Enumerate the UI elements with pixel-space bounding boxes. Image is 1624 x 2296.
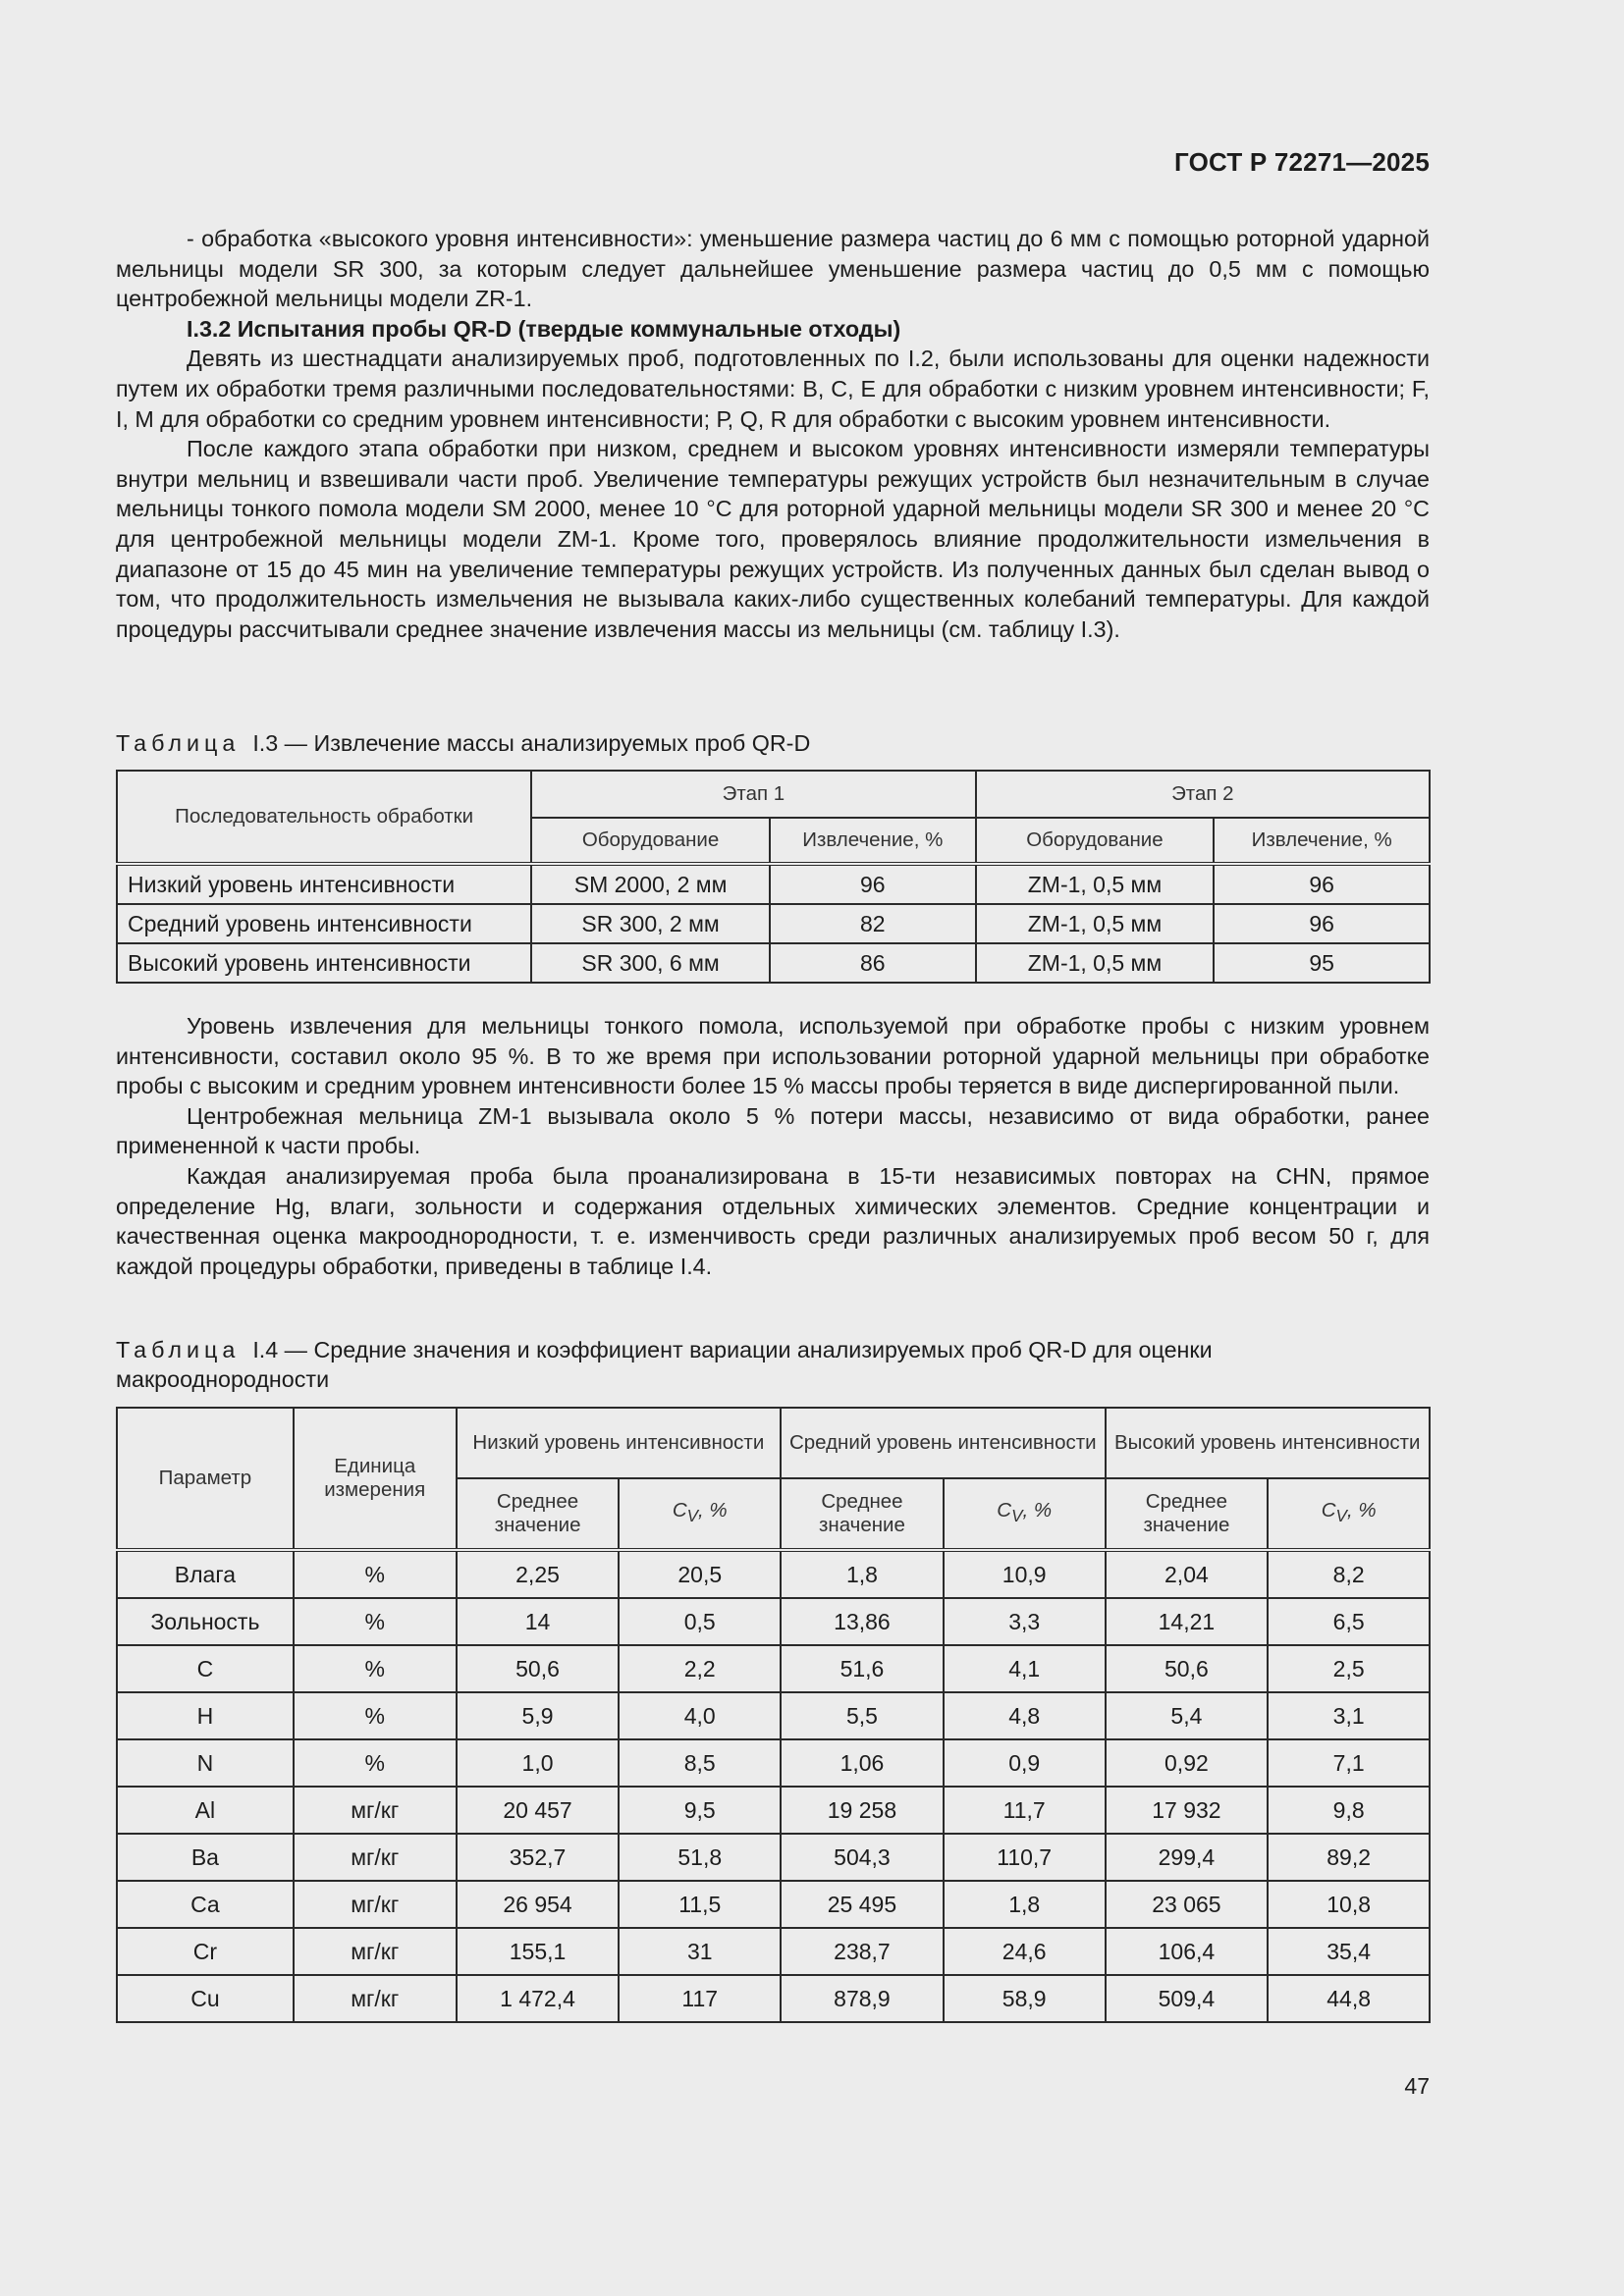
table-row xyxy=(117,904,1430,943)
t4-cell: 155,1 xyxy=(457,1928,620,1975)
t4-cell: 878,9 xyxy=(781,1975,944,2022)
t4-header-low: Низкий уровень интенсивности xyxy=(457,1408,781,1478)
table-row xyxy=(117,1787,1430,1834)
t4-cell: Cr xyxy=(117,1928,294,1975)
t4-cell: С xyxy=(117,1645,294,1692)
paragraph-samples: Девять из шестнадцати анализируемых проб, подготовленных по I.2, были использованы для оценки надежности путем их обработки тремя различными последовательностями: В, С, Е для обработки с низким уровнем интенсивности; F, I, М для обработки со средним уровнем интенсивности; Р, Q, R для обработки с высоким уровнем интенсивности. xyxy=(116,346,1430,432)
t4-cell: Са xyxy=(117,1881,294,1928)
t4-header-mean-low: Среднее значение xyxy=(457,1478,620,1550)
t4-cell: Ва xyxy=(117,1834,294,1881)
t4-cell: мг/кг xyxy=(294,1975,457,2022)
t4-cell: 24,6 xyxy=(944,1928,1106,1975)
page-number: 47 xyxy=(1404,2073,1430,2099)
t4-cell: 51,6 xyxy=(781,1645,944,1692)
t4-cell: 2,25 xyxy=(457,1550,620,1598)
t3-cell: Высокий уровень интенсивности xyxy=(117,943,531,983)
table-row xyxy=(117,1692,1430,1739)
t4-cell: 14,21 xyxy=(1106,1598,1269,1645)
t4-cell: 31 xyxy=(619,1928,781,1975)
paragraph-recovery-level: Уровень извлечения для мельницы тонкого помола, используемой при обработке пробы с низким уровнем интенсивности, составил около 95 %. В то же время при использовании роторной ударной мельницы при обработке пробы с высоким и средним уровнем интенсивности более 15 % массы пробы теряется в виде диспергированной пыли. xyxy=(116,1013,1430,1099)
t4-cell: 13,86 xyxy=(781,1598,944,1645)
t4-cell: 2,5 xyxy=(1268,1645,1430,1692)
t4-cell: Al xyxy=(117,1787,294,1834)
t4-cell: 7,1 xyxy=(1268,1739,1430,1787)
t4-cell: 1,8 xyxy=(781,1550,944,1598)
t4-cell: 23 065 xyxy=(1106,1881,1269,1928)
t3-cell: ZM-1, 0,5 мм xyxy=(976,943,1215,983)
t4-cell: мг/кг xyxy=(294,1881,457,1928)
table-row xyxy=(117,943,1430,983)
t4-cell: 11,7 xyxy=(944,1787,1106,1834)
t3-cell: ZM-1, 0,5 мм xyxy=(976,864,1215,904)
t4-header-param: Параметр xyxy=(117,1408,294,1550)
t4-cell: Зольность xyxy=(117,1598,294,1645)
t4-cell: 110,7 xyxy=(944,1834,1106,1881)
t4-cell: 50,6 xyxy=(457,1645,620,1692)
t4-cell: 1 472,4 xyxy=(457,1975,620,2022)
t3-cell: Средний уровень интенсивности xyxy=(117,904,531,943)
table3-caption-text: I.3 — Извлечение массы анализируемых проб QR-D xyxy=(252,730,811,756)
t3-header-recovery-1: Извлечение, % xyxy=(770,818,976,864)
t4-cell: мг/кг xyxy=(294,1787,457,1834)
paragraph-analysis: Каждая анализируемая проба была проанализирована в 15-ти независимых повторах на CHN, прямое определение Hg, влаги, зольности и содержания отдельных химических элементов. Средние концентрации и качественная оценка макрооднородности, т. е. изменчивость среди различных анализируемых проб весом 50 г, для каждой процедуры обработки, приведены в таблице I.4. xyxy=(116,1162,1430,1279)
t3-cell: SR 300, 2 мм xyxy=(531,904,770,943)
t3-cell: ZM-1, 0,5 мм xyxy=(976,904,1215,943)
t4-cell: Влага xyxy=(117,1550,294,1598)
t4-cell: % xyxy=(294,1692,457,1739)
t4-cell: 3,3 xyxy=(944,1598,1106,1645)
t4-cell: 17 932 xyxy=(1106,1787,1269,1834)
t4-cell: 51,8 xyxy=(619,1834,781,1881)
t4-cell: N xyxy=(117,1739,294,1787)
t4-cell: мг/кг xyxy=(294,1928,457,1975)
table3-caption-word: Таблица xyxy=(116,730,241,756)
t4-cell: 58,9 xyxy=(944,1975,1106,2022)
table-mass-recovery xyxy=(116,770,1431,984)
t4-cell: 20 457 xyxy=(457,1787,620,1834)
section-heading: I.3.2 Испытания пробы QR-D (твердые коммунальные отходы) xyxy=(187,315,901,342)
t4-cell: 504,3 xyxy=(781,1834,944,1881)
t4-cell: 0,9 xyxy=(944,1739,1106,1787)
table4-caption-word: Таблица xyxy=(116,1337,241,1362)
t3-cell: 95 xyxy=(1214,943,1430,983)
t3-cell: SM 2000, 2 мм xyxy=(531,864,770,904)
table3-caption xyxy=(116,728,1430,758)
t4-cell: 5,4 xyxy=(1106,1692,1269,1739)
t4-header-mid: Средний уровень интенсивности xyxy=(781,1408,1105,1478)
table-row xyxy=(117,1739,1430,1787)
t4-cell: 20,5 xyxy=(619,1550,781,1598)
t4-cell: % xyxy=(294,1739,457,1787)
t4-cell: 8,5 xyxy=(619,1739,781,1787)
paragraph-high-intensity: - обработка «высокого уровня интенсивности»: уменьшение размера частиц до 6 мм с помощью роторной ударной мельницы модели SR 300, за которым следует дальнейшее уменьшение размера частиц до 0,5 мм с помощью центробежной мельницы модели ZR-1. xyxy=(116,226,1430,312)
t4-cell: % xyxy=(294,1550,457,1598)
t4-cell: 4,8 xyxy=(944,1692,1106,1739)
t4-header-mean-mid: Среднее значение xyxy=(781,1478,944,1550)
t4-cell: % xyxy=(294,1645,457,1692)
t3-header-stage1: Этап 1 xyxy=(531,771,975,818)
t4-cell: 0,92 xyxy=(1106,1739,1269,1787)
t4-cell: 9,5 xyxy=(619,1787,781,1834)
t4-header-high: Высокий уровень интенсивности xyxy=(1106,1408,1430,1478)
t4-body xyxy=(117,1550,1430,2022)
t4-cell: 238,7 xyxy=(781,1928,944,1975)
table4-caption xyxy=(116,1335,1430,1394)
t4-cell: 10,9 xyxy=(944,1550,1106,1598)
t4-cell: 2,2 xyxy=(619,1645,781,1692)
t4-cell: 352,7 xyxy=(457,1834,620,1881)
t4-cell: 14 xyxy=(457,1598,620,1645)
t4-cell: 10,8 xyxy=(1268,1881,1430,1928)
t4-header-mean-high: Среднее значение xyxy=(1106,1478,1269,1550)
t4-cell: 9,8 xyxy=(1268,1787,1430,1834)
table-row xyxy=(117,1550,1430,1598)
t3-cell: Низкий уровень интенсивности xyxy=(117,864,531,904)
t4-cell: 35,4 xyxy=(1268,1928,1430,1975)
t4-cell: 50,6 xyxy=(1106,1645,1269,1692)
table-row xyxy=(117,1834,1430,1881)
t4-cell: 4,1 xyxy=(944,1645,1106,1692)
document-standard-number: ГОСТ Р 72271—2025 xyxy=(1174,147,1430,177)
t4-cell: 0,5 xyxy=(619,1598,781,1645)
table-mean-values xyxy=(116,1407,1431,2023)
t3-header-sequence: Последовательность обработки xyxy=(117,771,531,864)
t4-cell: 5,5 xyxy=(781,1692,944,1739)
t4-cell: 8,2 xyxy=(1268,1550,1430,1598)
body-text-block xyxy=(116,224,1430,644)
t4-cell: Н xyxy=(117,1692,294,1739)
t3-cell: 86 xyxy=(770,943,976,983)
t4-header-cv-mid: $C_V$, % xyxy=(944,1478,1106,1550)
body-text-block-2 xyxy=(116,1011,1430,1281)
paragraph-centrifugal-mill: Центробежная мельница ZM-1 вызывала около 5 % потери массы, независимо от вида обработки, ранее примененной к части пробы. xyxy=(116,1102,1430,1159)
t4-header-unit: Единица измерения xyxy=(294,1408,457,1550)
table-row xyxy=(117,1881,1430,1928)
t3-cell: 96 xyxy=(1214,864,1430,904)
table-row xyxy=(117,1975,1430,2022)
t4-cell: 4,0 xyxy=(619,1692,781,1739)
t4-cell: 2,04 xyxy=(1106,1550,1269,1598)
t4-cell: 44,8 xyxy=(1268,1975,1430,2022)
t3-header-stage2: Этап 2 xyxy=(976,771,1430,818)
t4-header-cv-low: $C_V$, % xyxy=(619,1478,781,1550)
t4-cell: 117 xyxy=(619,1975,781,2022)
t3-header-equipment-1: Оборудование xyxy=(531,818,770,864)
table-row xyxy=(117,1645,1430,1692)
t4-cell: 19 258 xyxy=(781,1787,944,1834)
t4-cell: 106,4 xyxy=(1106,1928,1269,1975)
t4-cell: 1,8 xyxy=(944,1881,1106,1928)
t4-cell: 26 954 xyxy=(457,1881,620,1928)
t4-cell: мг/кг xyxy=(294,1834,457,1881)
t3-cell: 96 xyxy=(1214,904,1430,943)
t4-cell: 89,2 xyxy=(1268,1834,1430,1881)
t4-cell: 5,9 xyxy=(457,1692,620,1739)
table4-caption-text: I.4 — Средние значения и коэффициент вариации анализируемых проб QR-D для оценки макрооднородности xyxy=(116,1337,1213,1392)
t4-cell: 11,5 xyxy=(619,1881,781,1928)
t3-header-recovery-2: Извлечение, % xyxy=(1214,818,1430,864)
table-row xyxy=(117,1928,1430,1975)
t4-cell: 509,4 xyxy=(1106,1975,1269,2022)
t4-cell: 1,06 xyxy=(781,1739,944,1787)
t4-header-cv-high: $C_V$, % xyxy=(1268,1478,1430,1550)
table-row xyxy=(117,1598,1430,1645)
t3-cell: 82 xyxy=(770,904,976,943)
table-row xyxy=(117,864,1430,904)
t4-cell: Cu xyxy=(117,1975,294,2022)
t3-cell: SR 300, 6 мм xyxy=(531,943,770,983)
t4-cell: 3,1 xyxy=(1268,1692,1430,1739)
t3-header-equipment-2: Оборудование xyxy=(976,818,1215,864)
t4-cell: 25 495 xyxy=(781,1881,944,1928)
paragraph-temperatures: После каждого этапа обработки при низком, среднем и высоком уровнях интенсивности измеряли температуры внутри мельниц и взвешивали части проб. Увеличение температуры режущих устройств был незначительным в случае мельницы тонкого помола модели SM 2000, менее 10 °С для роторной ударной мельницы модели SR 300 и менее 20 °С для центробежной мельницы модели ZM-1. Кроме того, проверялось влияние продолжительности измельчения в диапазоне от 15 до 45 мин на увеличение температуры режущих устройств. Из полученных данных был сделан вывод о том, что продолжительность измельчения не вызывала каких-либо существенных колебаний температуры. Для каждой процедуры рассчитывали среднее значение извлечения массы из мельницы (см. таблицу I.3). xyxy=(116,436,1430,642)
t4-cell: % xyxy=(294,1598,457,1645)
t3-cell: 96 xyxy=(770,864,976,904)
t4-cell: 299,4 xyxy=(1106,1834,1269,1881)
t4-cell: 6,5 xyxy=(1268,1598,1430,1645)
t4-cell: 1,0 xyxy=(457,1739,620,1787)
